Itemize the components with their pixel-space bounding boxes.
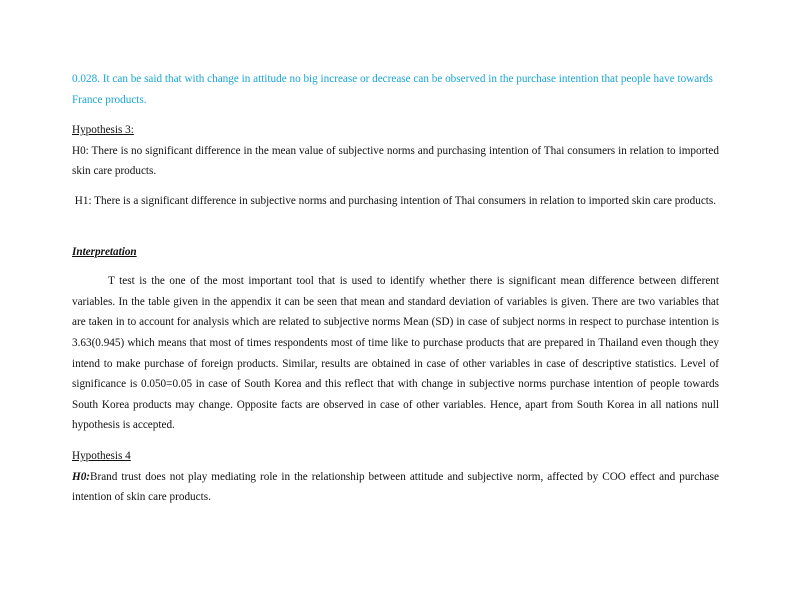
hypothesis-4-title: Hypothesis 4: [72, 449, 131, 462]
hypothesis-3-heading: [72, 120, 719, 141]
interpretation-title: Interpretation: [72, 245, 137, 258]
hypothesis-3-title: Hypothesis 3:: [72, 124, 134, 137]
hypothesis-4-h0-label: H0:: [72, 470, 91, 483]
document-page: [72, 69, 719, 508]
hypothesis-3-h0: H0: There is no significant difference in the mean value of subjective norms and purchasing intention of Thai consumers in relation to imported skin care products.: [72, 144, 719, 178]
hypothesis-3-h1: H1: There is a significant difference in subjective norms and purchasing intention of Thai consumers in relation to imported skin care products.: [72, 194, 717, 207]
interpretation-heading: [72, 242, 719, 263]
hypothesis-4-h0: [72, 467, 719, 508]
continuation-paragraph: 0.028. It can be said that with change in attitude no big increase or decrease can be observed in the purchase intention that people have towards France products.: [72, 73, 713, 106]
interpretation-body: T test is the one of the most important tool that is used to identify whether there is significant mean difference between different variables. In the table given in the appendix it can be seen that mean and standard deviation of variables is given. There are two variables that are taken in to account for analysis which are related to subjective norms Mean (SD) in case of subject norms in respect to purchase intention is 3.63(0.945) which means that most of times respondents most of time like to purchase products that are prepared in Thailand even though they intend to make purchase of foreign products. Similar, results are obtained in case of other variables in case of descriptive statistics. Level of significance is 0.050=0.05 in case of South Korea and this reflect that with change in subjective norms purchase intention of people towards South Korea products may change. Opposite facts are observed in case of other variables. Hence, apart from South Korea in all nations null hypothesis is accepted.: [72, 275, 719, 432]
hypothesis-4-h0-text: Brand trust does not play mediating role in the relationship between attitude and subjective norm, affected by COO effect and purchase intention of skin care products.: [72, 470, 719, 504]
hypothesis-4-heading: [72, 446, 719, 467]
